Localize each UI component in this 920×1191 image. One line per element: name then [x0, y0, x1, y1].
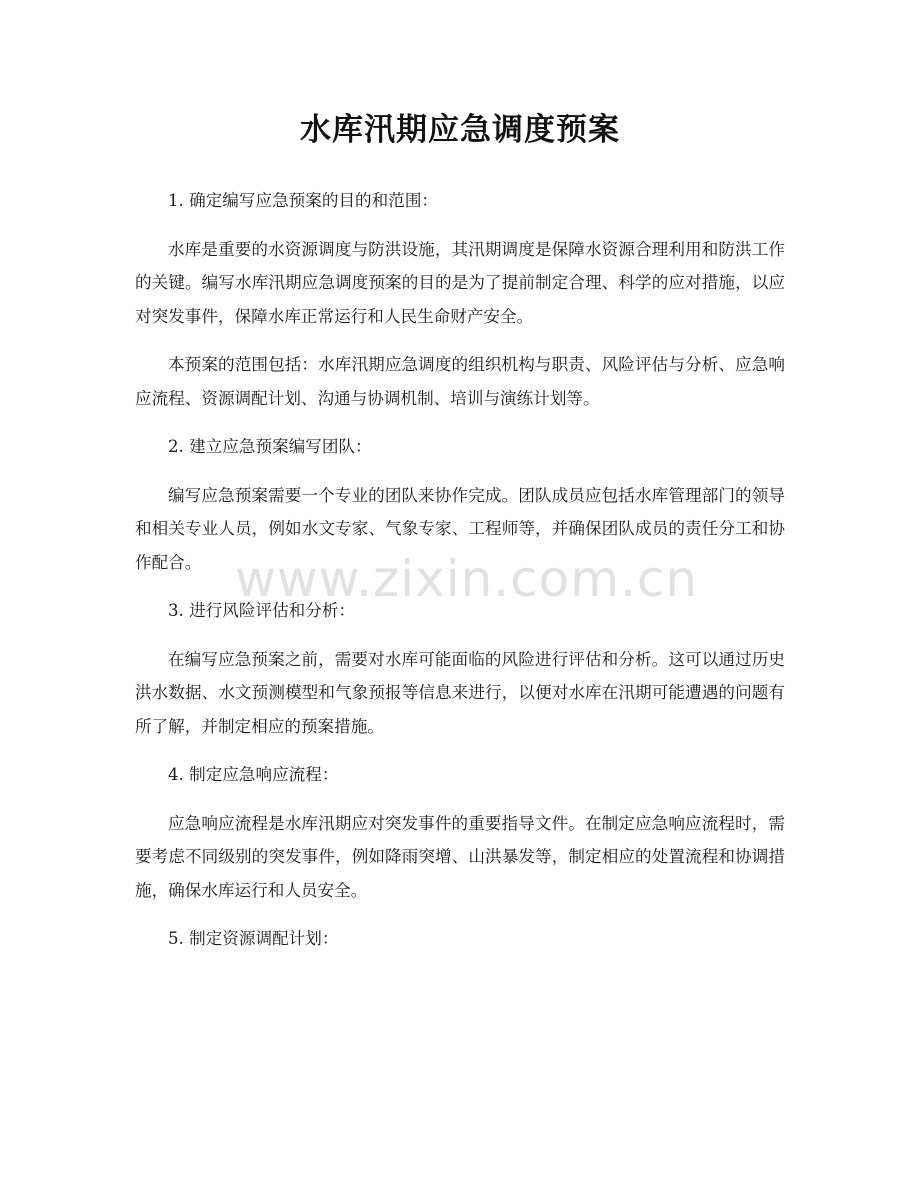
paragraph-risk: 在编写应急预案之前，需要对水库可能面临的风险进行评估和分析。这可以通过历史洪水数据、水文预测模型和气象预报等信息来进行，以便对水库在汛期可能遭遇的问题有所了解，并制定相应的预案措施。 [135, 649, 785, 736]
paragraph-team: 编写应急预案需要一个专业的团队来协作完成。团队成员应包括水库管理部门的领导和相关专业人员，例如水文专家、气象专家、工程师等，并确保团队成员的责任分工和协作配合。 [135, 485, 785, 572]
section-heading-2: 2. 建立应急预案编写团队： [168, 437, 372, 456]
section-heading-1: 1. 确定编写应急预案的目的和范围： [168, 191, 439, 210]
watermark: www.zixin.com.cn [235, 550, 699, 608]
document-body [135, 184, 785, 971]
paragraph-purpose: 水库是重要的水资源调度与防洪设施，其汛期调度是保障水资源合理利用和防洪工作的关键。编写水库汛期应急调度预案的目的是为了提前制定合理、科学的应对措施，以应对突发事件，保障水库正常运行和人民生命财产安全。 [135, 239, 785, 326]
document-title: 水库汛期应急调度预案 [300, 112, 620, 148]
paragraph-response: 应急响应流程是水库汛期应对突发事件的重要指导文件。在制定应急响应流程时，需要考虑不同级别的突发事件，例如降雨突增、山洪暴发等，制定相应的处置流程和协调措施，确保水库运行和人员安全。 [135, 813, 785, 900]
section-heading-4: 4. 制定应急响应流程： [168, 765, 339, 784]
section-heading-3: 3. 进行风险评估和分析： [168, 601, 356, 620]
section-heading-5: 5. 制定资源调配计划： [168, 929, 339, 948]
paragraph-scope: 本预案的范围包括：水库汛期应急调度的组织机构与职责、风险评估与分析、应急响应流程、资源调配计划、沟通与协调机制、培训与演练计划等。 [135, 355, 785, 408]
